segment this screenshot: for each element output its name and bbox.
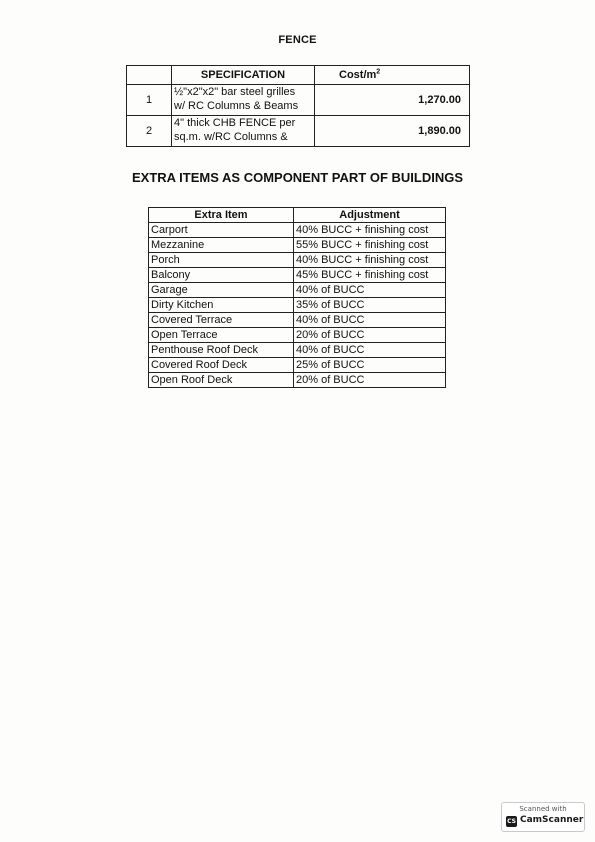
- fence-row-spec: [172, 116, 315, 147]
- extra-item-name: Open Terrace: [149, 328, 294, 343]
- table-row: [149, 223, 446, 238]
- extra-item-adjustment: 40% BUCC + finishing cost: [294, 223, 446, 238]
- table-row: [149, 283, 446, 298]
- extra-items-title: EXTRA ITEMS AS COMPONENT PART OF BUILDINGS: [131, 170, 464, 185]
- fence-row-spec-line: ½"x2"x2" bar steel grilles: [174, 86, 296, 98]
- extra-item-name: Covered Terrace: [149, 313, 294, 328]
- fence-header-cost-label: Cost/m: [339, 69, 377, 81]
- fence-table: [126, 65, 470, 147]
- table-row: [149, 298, 446, 313]
- extra-item-name: Covered Roof Deck: [149, 358, 294, 373]
- table-row: [149, 253, 446, 268]
- table-row: [149, 343, 446, 358]
- fence-header-cost-sup: 2: [376, 68, 381, 76]
- extra-item-adjustment: 40% of BUCC: [294, 313, 446, 328]
- table-row: [149, 268, 446, 283]
- extra-item-adjustment: 35% of BUCC: [294, 298, 446, 313]
- extra-item-adjustment: 40% BUCC + finishing cost: [294, 253, 446, 268]
- extra-item-adjustment: 55% BUCC + finishing cost: [294, 238, 446, 253]
- table-row: [149, 238, 446, 253]
- table-row: [127, 116, 470, 147]
- fence-header-cost: [315, 66, 470, 85]
- fence-row-spec-line: sq.m. w/RC Columns &: [174, 131, 288, 143]
- extra-item-adjustment: 40% of BUCC: [294, 343, 446, 358]
- table-row: [127, 85, 470, 116]
- camscanner-icon: CS: [507, 818, 516, 825]
- table-row: [149, 328, 446, 343]
- table-row: [149, 358, 446, 373]
- extra-item-adjustment: 40% of BUCC: [294, 283, 446, 298]
- extra-item-name: Balcony: [149, 268, 294, 283]
- extra-item-name: Porch: [149, 253, 294, 268]
- extra-item-adjustment: 45% BUCC + finishing cost: [294, 268, 446, 283]
- extra-item-name: Penthouse Roof Deck: [149, 343, 294, 358]
- fence-header-row: [127, 66, 470, 85]
- fence-row-cost: 1,270.00: [315, 85, 470, 116]
- extra-items-table: [148, 207, 446, 388]
- extra-item-adjustment: 25% of BUCC: [294, 358, 446, 373]
- table-row: [149, 313, 446, 328]
- fence-title: FENCE: [278, 34, 317, 46]
- camscanner-brand: CamScanner: [520, 815, 584, 825]
- extra-item-adjustment: 20% of BUCC: [294, 328, 446, 343]
- fence-row-no: 2: [127, 116, 172, 147]
- extra-header-adjustment: Adjustment: [294, 208, 446, 223]
- table-row: [149, 373, 446, 388]
- fence-row-cost: 1,890.00: [315, 116, 470, 147]
- extra-item-name: Open Roof Deck: [149, 373, 294, 388]
- extra-item-name: Dirty Kitchen: [149, 298, 294, 313]
- fence-header-no: [127, 66, 172, 85]
- extra-item-name: Garage: [149, 283, 294, 298]
- extra-item-name: Mezzanine: [149, 238, 294, 253]
- fence-header-specification: SPECIFICATION: [172, 66, 315, 85]
- extra-item-adjustment: 20% of BUCC: [294, 373, 446, 388]
- extra-item-name: Carport: [149, 223, 294, 238]
- extra-header-row: [149, 208, 446, 223]
- fence-row-no: 1: [127, 85, 172, 116]
- fence-row-spec-line: w/ RC Columns & Beams: [174, 100, 299, 112]
- fence-row-spec-line: 4" thick CHB FENCE per: [174, 117, 296, 129]
- camscanner-badge: [501, 802, 585, 832]
- extra-header-item: Extra Item: [149, 208, 294, 223]
- scanned-with-label: Scanned with: [519, 805, 567, 813]
- fence-row-spec: [172, 85, 315, 116]
